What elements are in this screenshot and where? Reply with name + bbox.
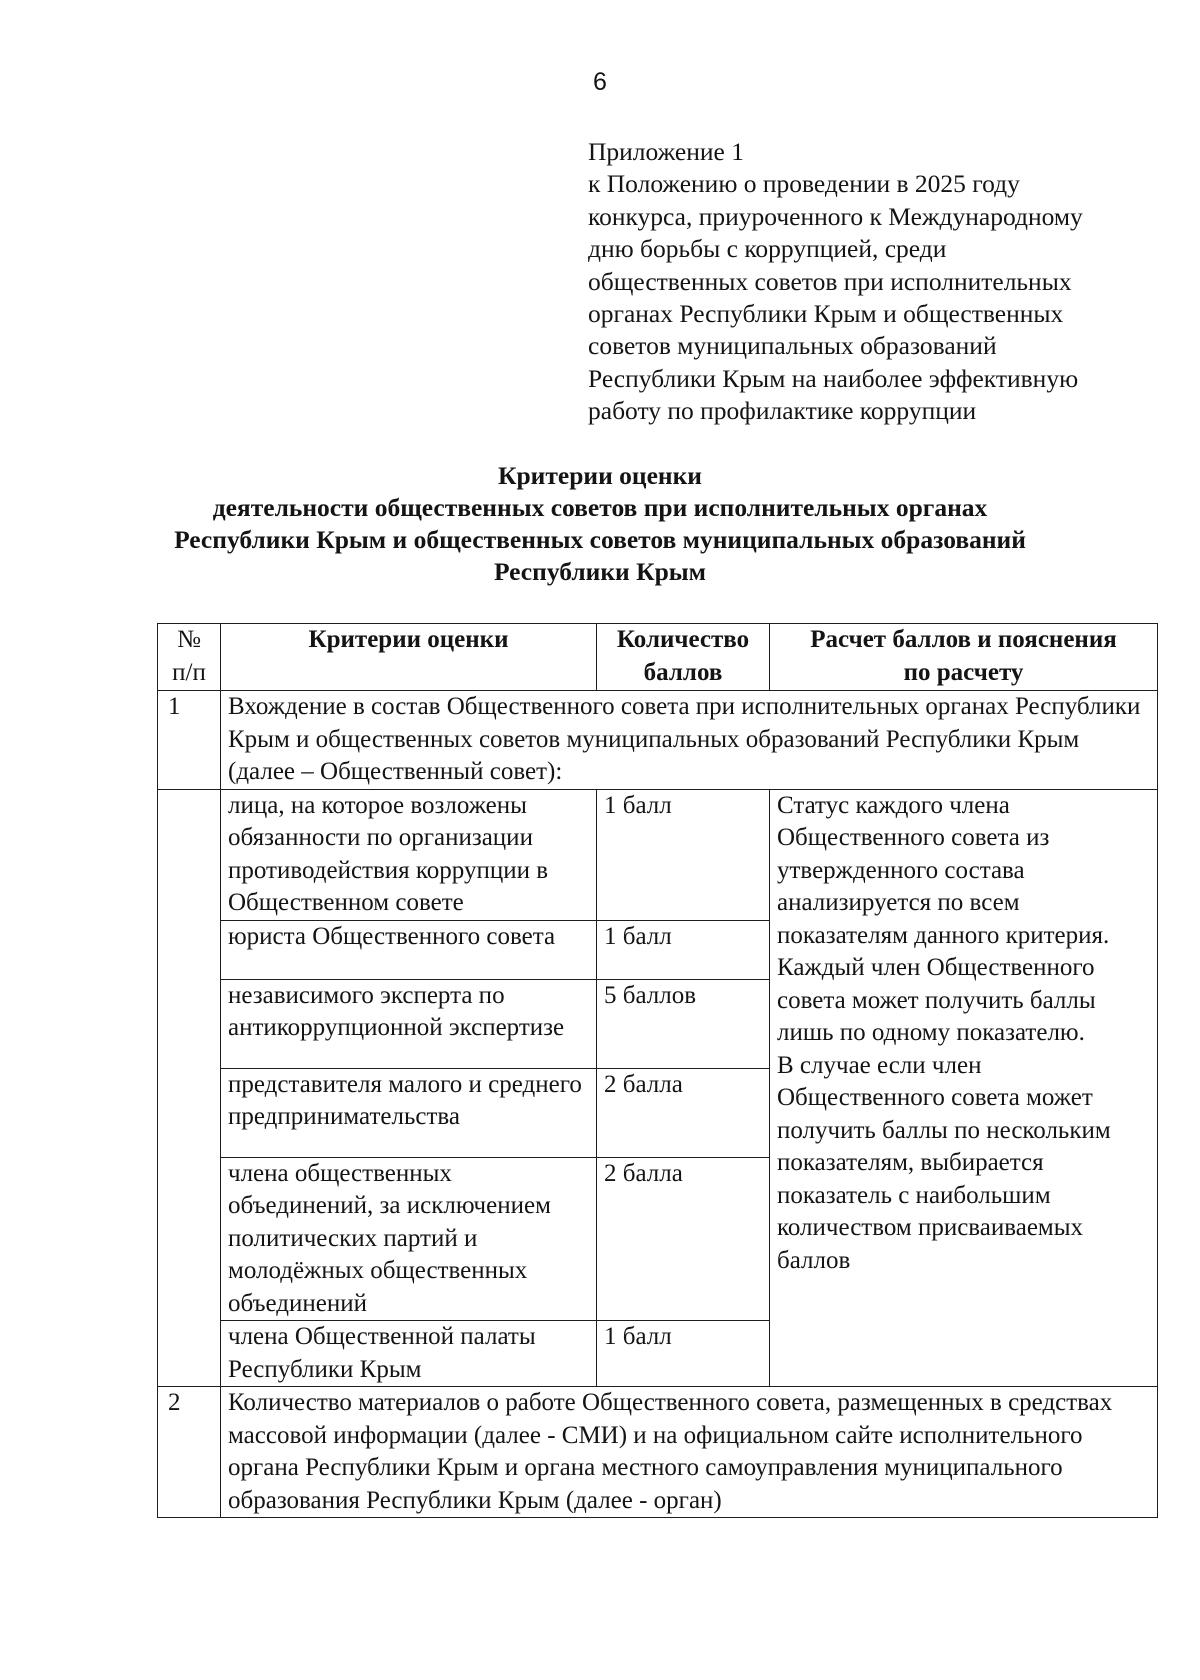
document-title <box>0 460 1200 588</box>
appendix-line: Республики Крым на наиболее эффективную <box>588 363 1079 393</box>
title-line: деятельности общественных советов при исполнительных органах <box>212 493 988 522</box>
section-number: 1 <box>158 691 221 790</box>
criterion-cell: юриста Общественного совета <box>221 920 597 979</box>
points-cell: 1 балл <box>597 789 770 920</box>
appendix-line: органах Республики Крым и общественных <box>588 299 1064 329</box>
section-title: Вхождение в состав Общественного совета при исполнительных органах Республики Крым и общественных советов муниципальных образований Республики Крым (далее – Общественный совет): <box>221 691 1158 790</box>
criterion-cell: члена Общественной палаты Республики Крым <box>221 1321 597 1387</box>
appendix-line: общественных советов при исполнительных <box>588 266 1072 296</box>
table-header-row <box>158 624 1158 691</box>
points-cell: 5 баллов <box>597 979 770 1068</box>
section-number: 2 <box>158 1387 221 1518</box>
criterion-cell: независимого эксперта по антикоррупционной экспертизе <box>221 979 597 1068</box>
criterion-cell: лица, на которое возложены обязанности по организации противодействия коррупции в Общественном совете <box>221 789 597 920</box>
points-cell: 1 балл <box>597 920 770 979</box>
appendix-reference <box>588 136 1148 428</box>
explanation-cell: Статус каждого члена Общественного совета из утвержденного состава анализируется по всем показателям данного критерия. Каждый член Общественного совета может получить баллы лишь по одному показателю. В случае если член Общественного совета может получить баллы по нескольким показателям, выбирается показатель с наибольшим количеством присваиваемых баллов <box>770 789 1158 1387</box>
points-cell: 2 балла <box>597 1068 770 1157</box>
criterion-cell: члена общественных объединений, за исключением политических партий и молодёжных общественных объединений <box>221 1157 597 1321</box>
number-cell-empty <box>158 789 221 1387</box>
appendix-line: конкурса, приуроченного к Международному <box>588 201 1083 231</box>
section-title: Количество материалов о работе Общественного совета, размещенных в средствах массовой информации (далее - СМИ) и на официальном сайте исполнительного органа Республики Крым и органа местного самоуправления муниципального образования Республики Крым (далее - орган) <box>221 1387 1158 1518</box>
appendix-line: советов муниципальных образований <box>588 331 997 361</box>
appendix-line: Приложение 1 <box>588 137 744 166</box>
criteria-table <box>157 623 1158 1518</box>
section-row <box>158 1387 1158 1518</box>
points-cell: 2 балла <box>597 1157 770 1321</box>
appendix-line: работу по профилактике коррупции <box>588 396 977 426</box>
page-number: 6 <box>593 68 607 96</box>
header-points: Количество баллов <box>597 624 770 691</box>
appendix-line: к Положению о проведении в 2025 году <box>588 169 1020 199</box>
section-row <box>158 691 1158 790</box>
criterion-cell: представителя малого и среднего предпринимательства <box>221 1068 597 1157</box>
header-explanation: Расчет баллов и пояснения по расчету <box>770 624 1158 691</box>
title-line: Республики Крым и общественных советов муниципальных образований <box>174 525 1026 554</box>
title-line: Республики Крым <box>493 557 707 586</box>
header-number: № п/п <box>158 624 221 691</box>
header-criteria: Критерии оценки <box>221 624 597 691</box>
title-line: Критерии оценки <box>498 461 702 490</box>
appendix-line: дню борьбы с коррупцией, среди <box>588 234 947 264</box>
table-row <box>158 789 1158 920</box>
points-cell: 1 балл <box>597 1321 770 1387</box>
